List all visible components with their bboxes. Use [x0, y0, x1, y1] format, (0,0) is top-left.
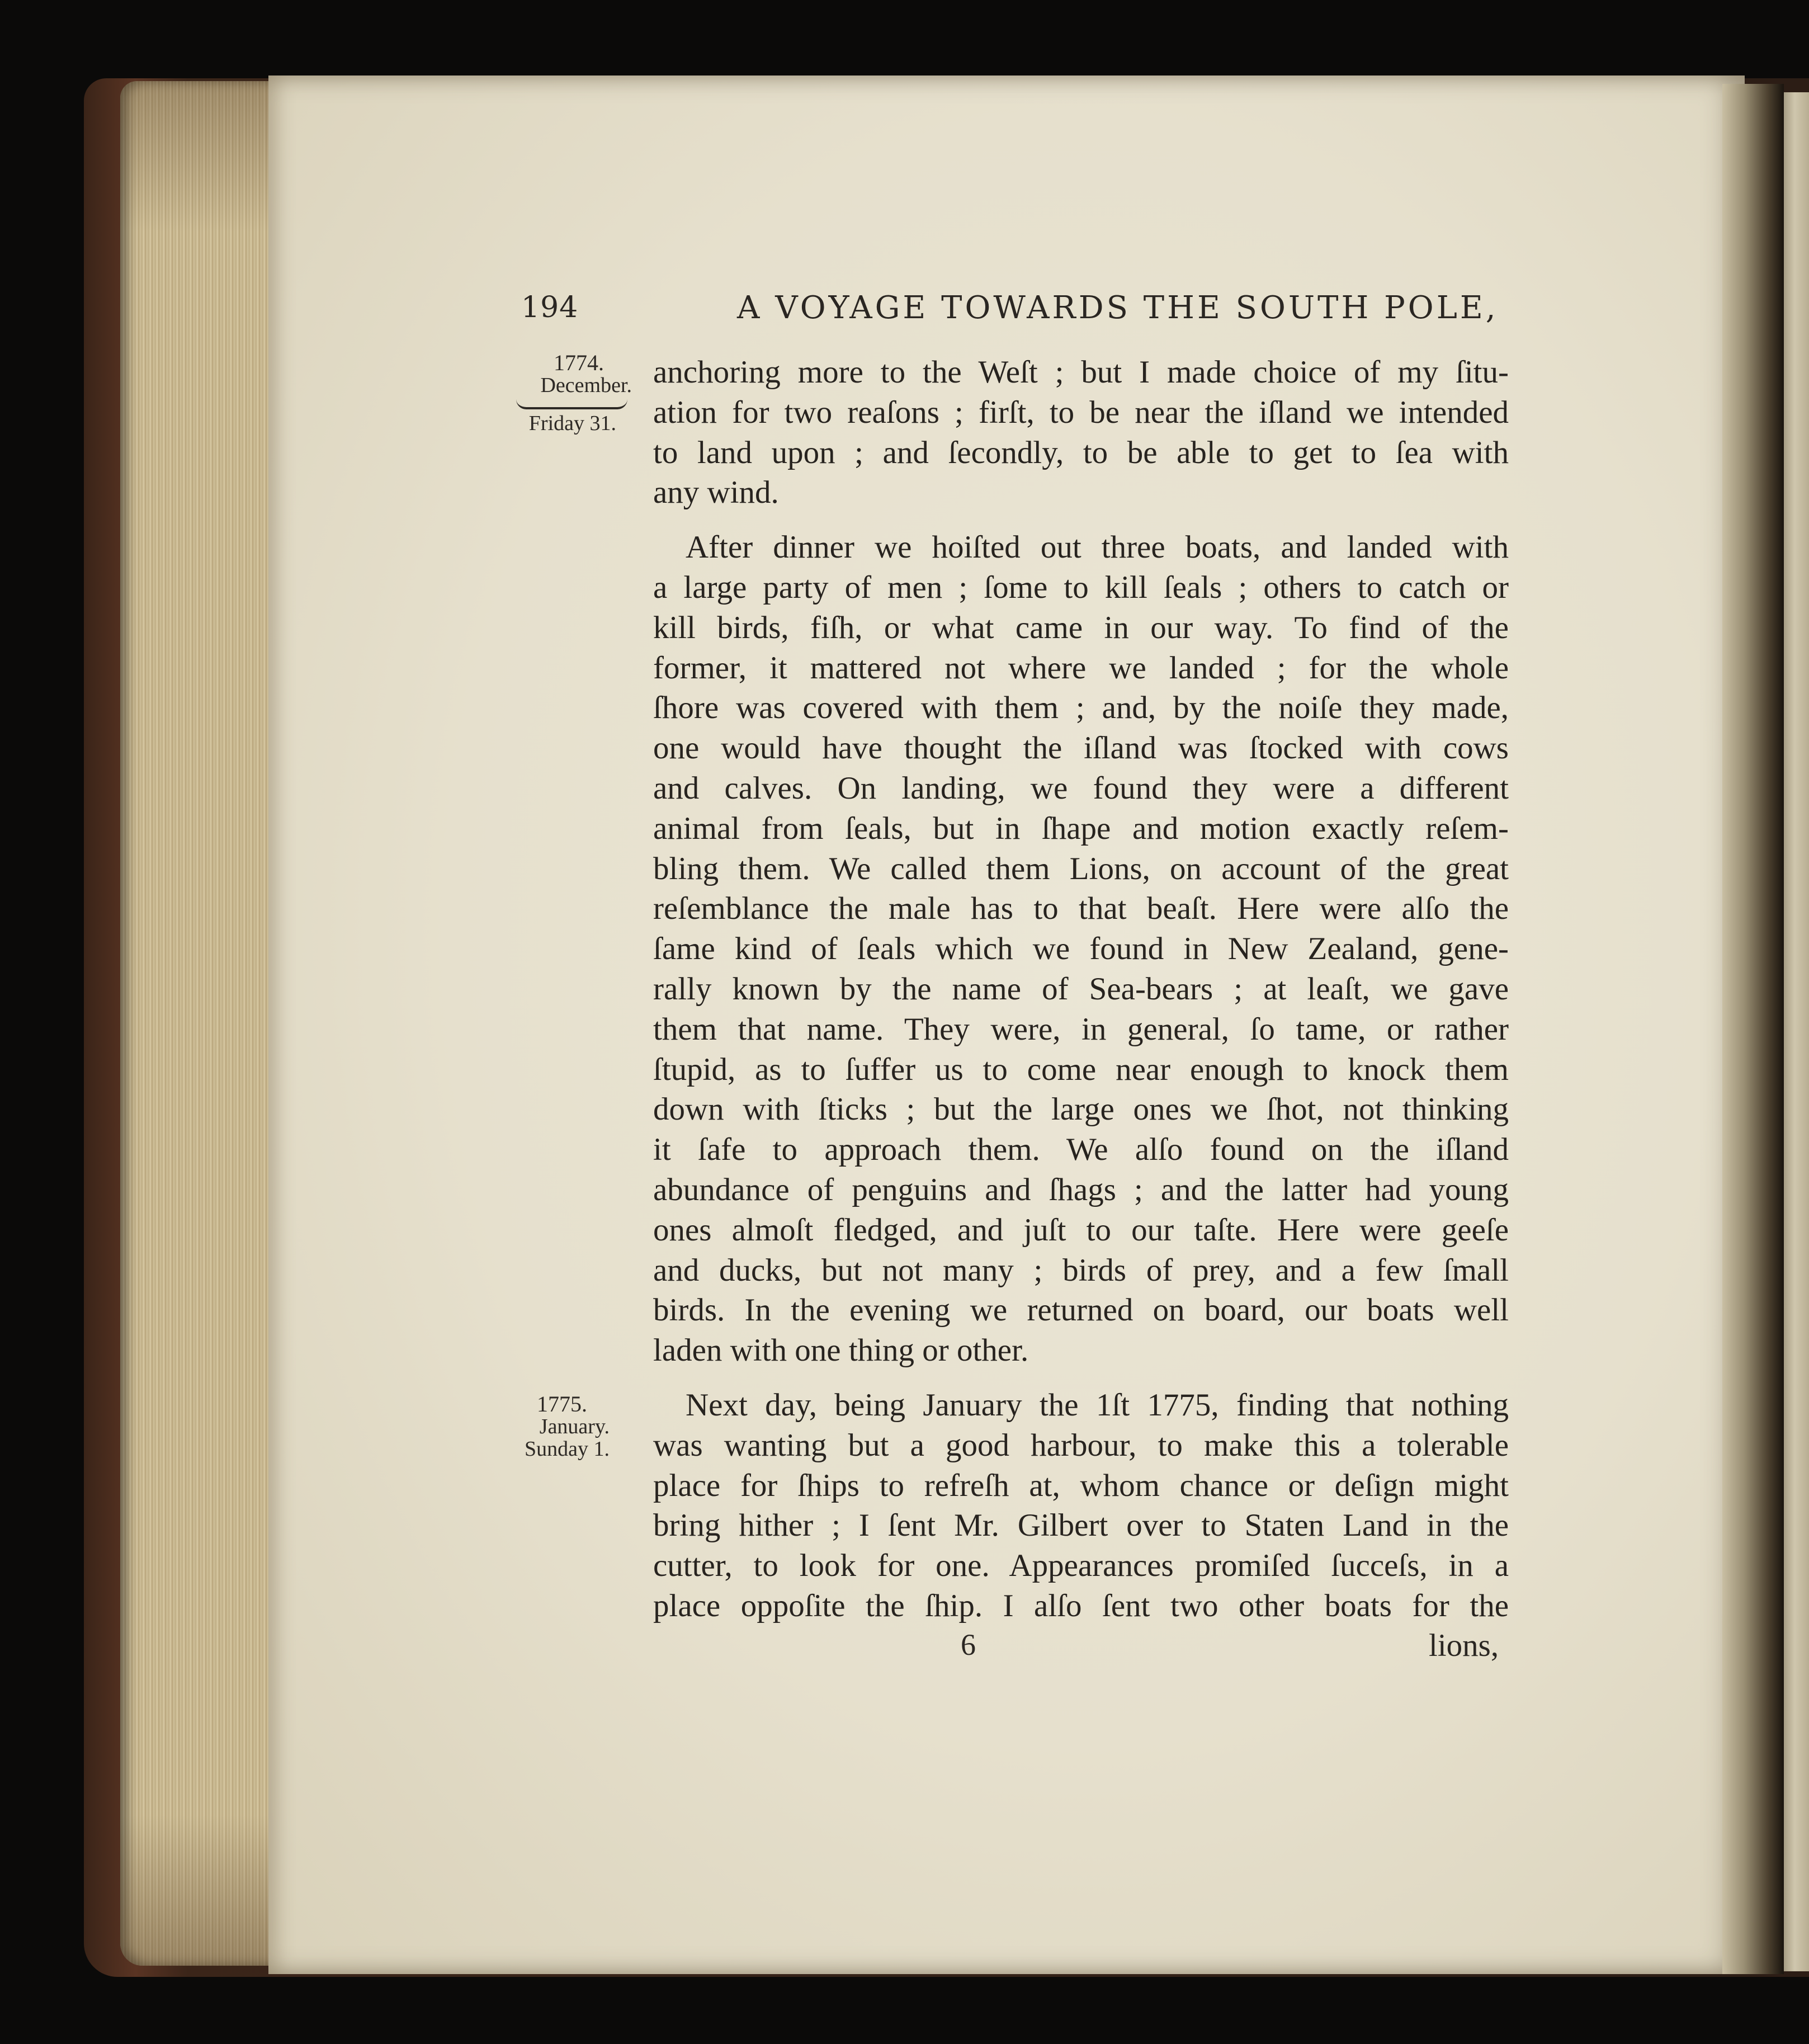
text-line: down with ſticks ; but the large ones we ſhot, not thinking: [653, 1092, 1509, 1127]
margin-month: December.: [540, 374, 632, 397]
text-line: former, it mattered not where we landed ; for the whole: [653, 650, 1509, 686]
text-line: one would have thought the iſland was ſtocked with cows: [653, 730, 1509, 766]
text-line: any wind.: [653, 475, 779, 511]
text-line: place oppoſite the ſhip. I alſo ſent two other boats for the: [653, 1588, 1509, 1623]
body-text: [653, 352, 1509, 1626]
text-line: ſhore was covered with them ; and, by the noiſe they made,: [653, 690, 1509, 726]
margin-date-note: [506, 351, 632, 435]
page-gutter: [1722, 84, 1784, 1974]
text-line: kill birds, fiſh, or what came in our way. To find of the: [653, 610, 1509, 645]
text-line: birds. In the evening we returned on board, our boats well: [653, 1292, 1509, 1328]
text-line: ſtupid, as to ſuffer us to come near enough to knock them: [653, 1051, 1509, 1087]
running-title: A VOYAGE TOWARDS THE SOUTH POLE,: [737, 290, 1499, 326]
text-line: Next day, being January the 1ſt 1775, finding that nothing: [686, 1387, 1509, 1423]
page-edges: [120, 81, 280, 1966]
text-line: rally known by the name of Sea-bears ; at leaſt, we gave: [653, 971, 1509, 1007]
margin-year: 1775.: [537, 1391, 587, 1417]
text-line: ſame kind of ſeals which we found in New Zealand, gene-: [653, 931, 1509, 967]
signature-mark: 6: [961, 1628, 976, 1661]
text-line: animal from ſeals, but in ſhape and motion exactly reſem-: [653, 810, 1509, 846]
margin-day: Sunday 1.: [525, 1437, 610, 1461]
text-line: a large party of men ; ſome to kill ſeals ; others to catch or: [653, 569, 1509, 605]
text-line: ones almoſt fledged, and juſt to our taſte. Here were geeſe: [653, 1212, 1509, 1248]
text-line: ation for two reaſons ; firſt, to be near the iſland we intended: [653, 394, 1509, 430]
paragraph: [653, 352, 1509, 513]
text-line: cutter, to look for one. Appearances promiſed ſucceſs, in a: [653, 1548, 1509, 1584]
brace-mark: [516, 399, 627, 409]
text-line: them that name. They were, in general, ſo tame, or rather: [653, 1011, 1509, 1047]
text-line: anchoring more to the Weſt ; but I made choice of my ſitu-: [653, 355, 1509, 390]
paragraph: [653, 527, 1509, 1371]
text-line: bring hither ; I ſent Mr. Gilbert over to Staten Land in the: [653, 1508, 1509, 1543]
text-line: and ducks, but not many ; birds of prey, and a few ſmall: [653, 1252, 1509, 1288]
text-line: bling them. We called them Lions, on account of the great: [653, 851, 1509, 886]
text-line: After dinner we hoiſted out three boats, and landed with: [686, 530, 1509, 565]
text-line: it ſafe to approach them. We alſo found on the iſland: [653, 1132, 1509, 1168]
margin-year: 1774.: [554, 350, 604, 375]
text-line: laden with one thing or other.: [653, 1333, 1029, 1368]
margin-date-note: [506, 1392, 610, 1461]
text-line: and calves. On landing, we found they were a different: [653, 770, 1509, 806]
text-line: was wanting but a good harbour, to make this a tolerable: [653, 1427, 1509, 1463]
text-line: reſemblance the male has to that beaſt. Here were alſo the: [653, 891, 1509, 927]
catchword: lions,: [1429, 1628, 1499, 1663]
text-line: to land upon ; and ſecondly, to be able to get to ſea with: [653, 435, 1509, 470]
text-line: place for ſhips to refreſh at, whom chance or deſign might: [653, 1467, 1509, 1503]
paragraph: [653, 1385, 1509, 1626]
text-line: abundance of penguins and ſhags ; and the latter had young: [653, 1172, 1509, 1207]
margin-month: January.: [539, 1415, 610, 1438]
margin-day: Friday 31.: [528, 411, 616, 435]
page-number: 194: [521, 291, 579, 324]
